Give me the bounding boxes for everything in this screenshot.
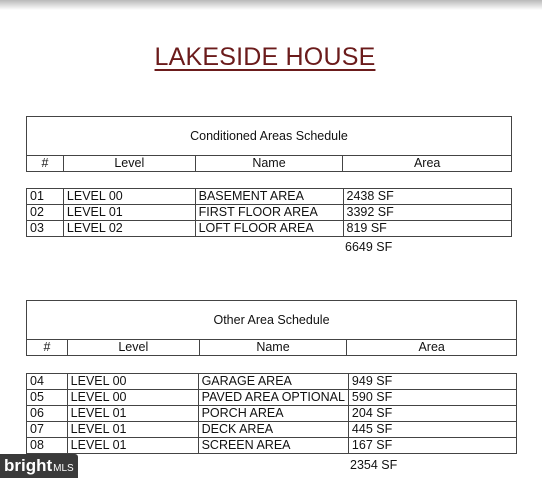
top-shadow (0, 0, 542, 10)
table-row: 05 LEVEL 00 PAVED AREA OPTIONAL 590 SF (27, 390, 517, 406)
header-area: Area (343, 156, 512, 172)
table-row: 08 LEVEL 01 SCREEN AREA 167 SF (27, 438, 517, 454)
table-row: 07 LEVEL 01 DECK AREA 445 SF (27, 422, 517, 438)
conditioned-schedule-table (26, 188, 512, 237)
header-level: Level (63, 156, 195, 172)
other-schedule-table (26, 373, 517, 454)
page-title: LAKESIDE HOUSE (154, 43, 376, 71)
other-schedule-header (26, 339, 517, 356)
header-name: Name (199, 340, 347, 356)
header-level: Level (67, 340, 199, 356)
table-row: 06 LEVEL 01 PORCH AREA 204 SF (27, 406, 517, 422)
bright-mls-watermark: brightMLS (0, 454, 78, 478)
conditioned-total: 6649 SF (345, 240, 393, 254)
conditioned-schedule-caption: Conditioned Areas Schedule (26, 116, 512, 156)
other-schedule-caption: Other Area Schedule (26, 300, 517, 340)
table-row: 02 LEVEL 01 FIRST FLOOR AREA 3392 SF (27, 205, 512, 221)
other-total: 2354 SF (350, 458, 398, 472)
header-area: Area (347, 340, 517, 356)
header-name: Name (195, 156, 343, 172)
conditioned-schedule-header (26, 155, 512, 172)
table-row: 03 LEVEL 02 LOFT FLOOR AREA 819 SF (27, 221, 512, 237)
header-number: # (27, 156, 64, 172)
header-number: # (27, 340, 68, 356)
table-row: 01 LEVEL 00 BASEMENT AREA 2438 SF (27, 189, 512, 205)
table-row: 04 LEVEL 00 GARAGE AREA 949 SF (27, 374, 517, 390)
